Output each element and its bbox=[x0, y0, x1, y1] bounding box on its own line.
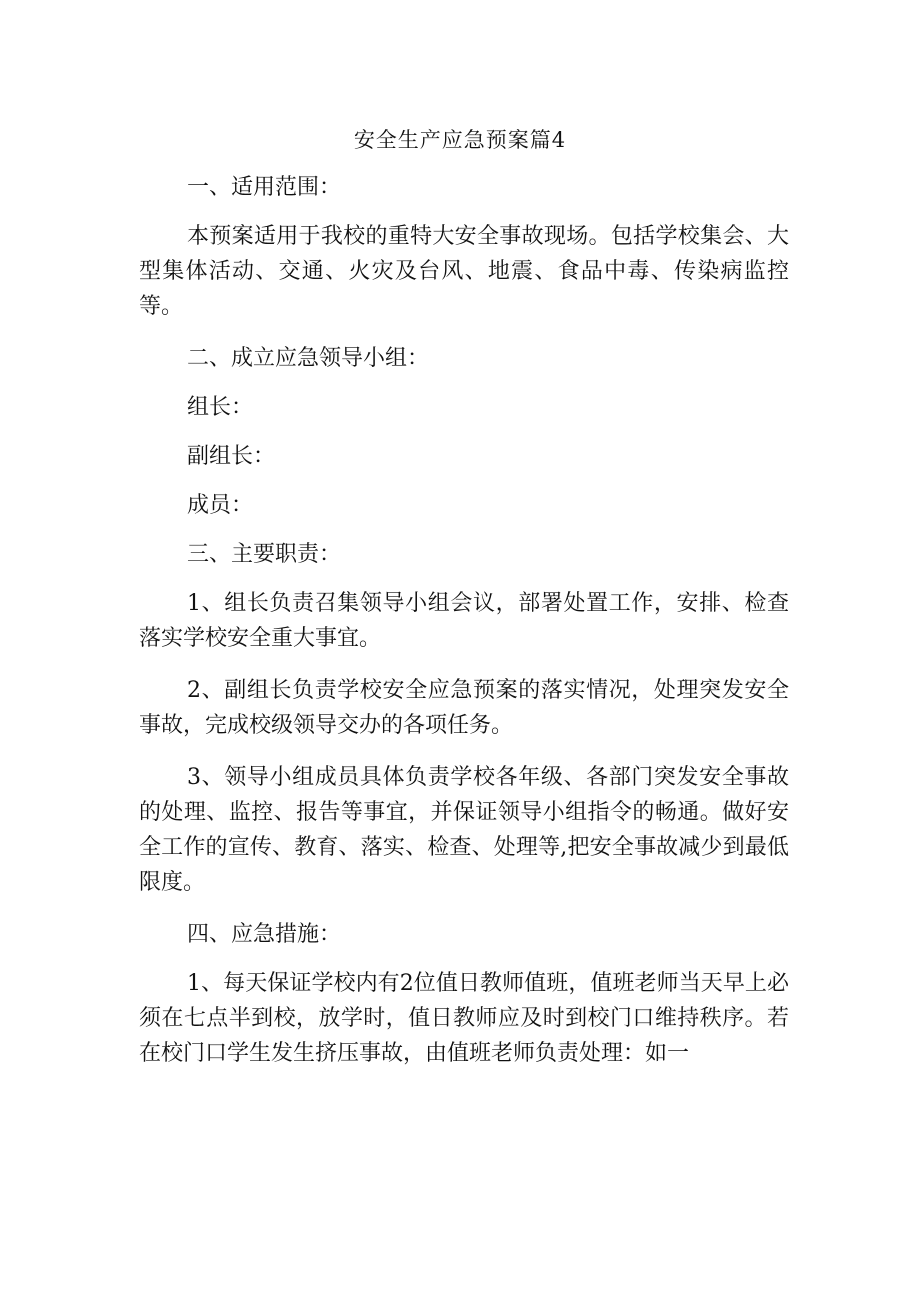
section-heading-measures: 四、应急措施： bbox=[187, 922, 342, 947]
section-heading-scope: 一、适用范围： bbox=[187, 175, 342, 200]
line-members: 成员： bbox=[187, 493, 254, 518]
paragraph-duty-3: 3、领导小组成员具体负责学校各年级、各部门突发安全事故的处理、监控、报告等事宜，并保证领导小组指令的畅通。做好安全工作的宣传、教育、落实、检查、处理等,把安全事故减少到最低限度。 bbox=[139, 765, 789, 895]
paragraph-scope: 本预案适用于我校的重特大安全事故现场。包括学校集会、大型集体活动、交通、火灾及台风、地震、食品中毒、传染病监控等。 bbox=[139, 224, 789, 319]
paragraph-measure-1: 1、每天保证学校内有2位值日教师值班，值班老师当天早上必须在七点半到校，放学时，值日教师应及时到校门口维持秩序。若在校门口学生发生挤压事故，由值班老师负责处理：如一 bbox=[139, 971, 789, 1066]
line-deputy-leader: 副组长： bbox=[187, 444, 276, 469]
document-title: 安全生产应急预案篇4 bbox=[353, 128, 567, 152]
line-leader: 组长： bbox=[187, 395, 254, 420]
section-heading-duties: 三、主要职责： bbox=[187, 542, 342, 567]
paragraph-duty-2: 2、副组长负责学校安全应急预案的落实情况，处理突发安全事故，完成校级领导交办的各项任务。 bbox=[139, 678, 789, 738]
section-heading-leadership: 二、成立应急领导小组： bbox=[187, 346, 430, 371]
document-body bbox=[139, 170, 789, 1088]
paragraph-duty-1: 1、组长负责召集领导小组会议，部署处置工作，安排、检查落实学校安全重大事宜。 bbox=[139, 591, 789, 651]
